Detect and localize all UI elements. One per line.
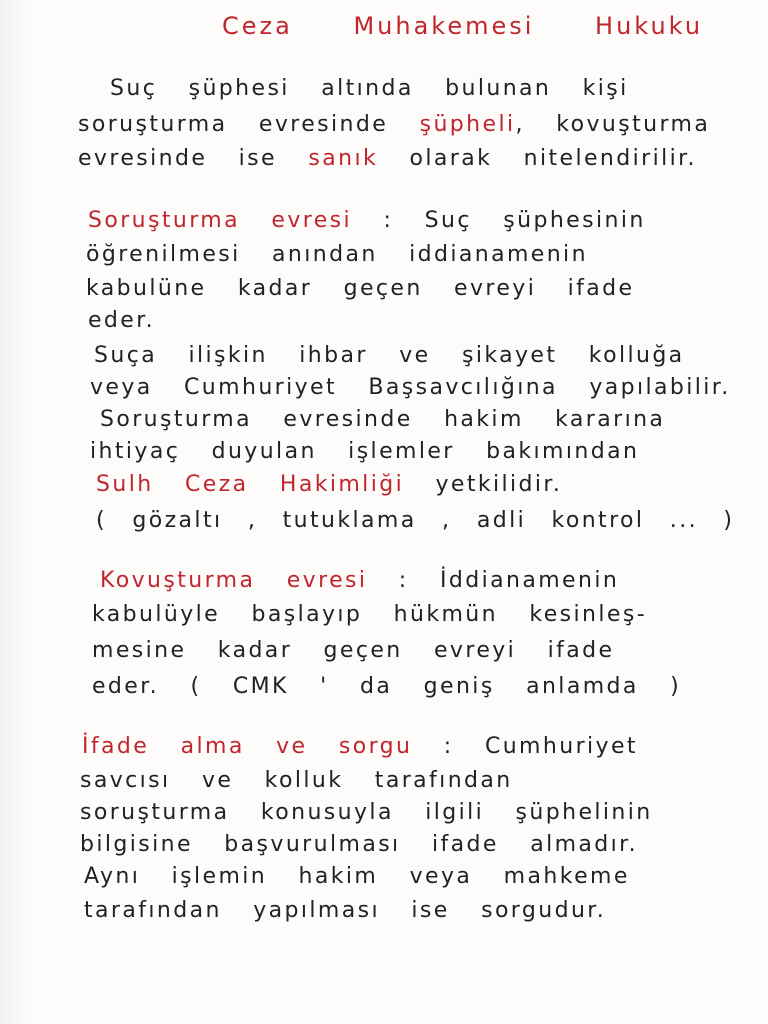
p3-line-2: kabulüyle başlayıp hükmün kesinleş- (92, 602, 648, 627)
p2-line-1b: : Suç şüphesinin (383, 208, 646, 233)
p2-line-1 (88, 210, 646, 232)
heading-ifade-alma-ve-sorgu: İfade alma ve sorgu (82, 734, 413, 759)
p2-line-10: ( gözaltı , tutuklama , adli kontrol ... ) (96, 508, 735, 533)
p2-line-3: kabulüne kadar geçen evreyi ifade (86, 276, 635, 301)
p2-line-8: ihtiyaç duyulan işlemler bakımından (90, 439, 640, 464)
p4-line-3: soruşturma konusuyla ilgili şüphelinin (80, 800, 653, 825)
p4-line-5: Aynı işlemin hakim veya mahkeme (84, 864, 630, 889)
p1-line-3 (78, 148, 697, 170)
term-sanik: sanık (308, 146, 379, 171)
p4-line-6: tarafından yapılması ise sorgudur. (84, 898, 607, 923)
p1-line-3c: olarak nitelendirilir. (409, 146, 697, 171)
p2-line-9 (96, 474, 562, 496)
heading-sorusturma-evresi: Soruşturma evresi (88, 208, 353, 233)
p3-line-1 (100, 570, 619, 592)
p1-line-3a: evresinde ise (78, 146, 277, 171)
p3-line-4: eder. ( CMK ' da geniş anlamda ) (92, 674, 682, 699)
p1-line-2 (78, 114, 710, 136)
paper-edge (0, 0, 28, 1024)
heading-kovusturma-evresi: Kovuşturma evresi (100, 568, 368, 593)
p2-line-4: eder. (88, 308, 156, 333)
p2-line-6: veya Cumhuriyet Başsavcılığına yapılabilir. (90, 375, 731, 400)
p1-line-2a: soruşturma evresinde (78, 112, 389, 137)
p1-line-1: Suç şüphesi altında bulunan kişi (110, 76, 629, 101)
p3-line-3: mesine kadar geçen evreyi ifade (92, 638, 615, 663)
p4-line-1b: : Cumhuriyet (443, 734, 638, 759)
p1-line-2c: , kovuşturma (515, 112, 711, 137)
p2-line-5: Suça ilişkin ihbar ve şikayet kolluğa (94, 343, 685, 368)
p4-line-2: savcısı ve kolluk tarafından (80, 768, 513, 793)
p4-line-1 (82, 736, 638, 758)
p2-line-2: öğrenilmesi anından iddianamenin (86, 242, 588, 267)
p2-line-9b: yetkilidir. (435, 472, 563, 497)
page-title: Ceza Muhakemesi Hukuku (222, 12, 704, 40)
term-sulh-ceza-hakimligi: Sulh Ceza Hakimliği (96, 472, 405, 497)
term-supheli: şüpheli (419, 112, 516, 137)
p3-line-1b: : İddianamenin (398, 568, 620, 593)
p2-line-7: Soruşturma evresinde hakim kararına (100, 407, 666, 432)
p4-line-4: bilgisine başvurulması ifade almadır. (80, 832, 638, 857)
